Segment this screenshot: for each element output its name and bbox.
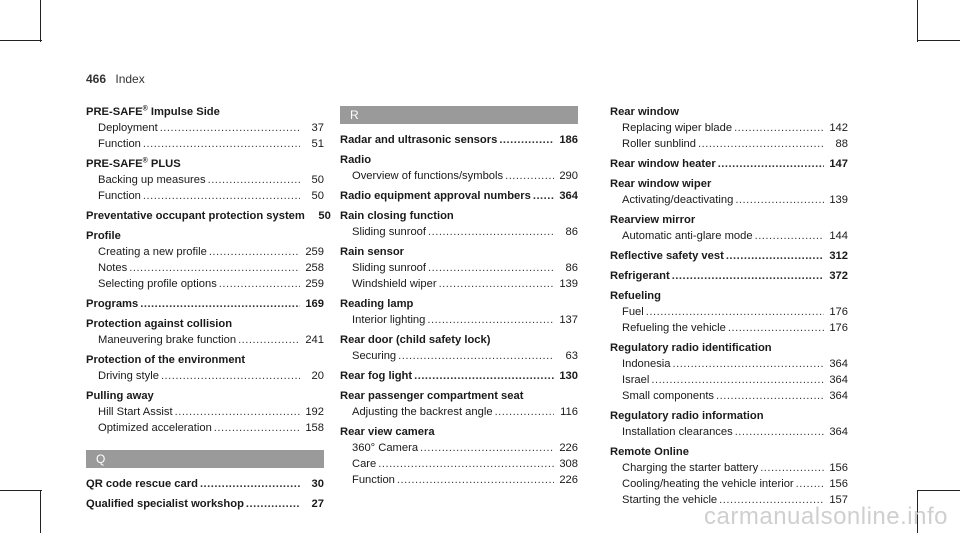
entry-term-text: Rain closing function	[340, 210, 454, 222]
page-ref: 364	[829, 426, 848, 438]
page-ref: 130	[559, 370, 578, 382]
sub-entry	[610, 424, 848, 440]
sub-entry	[340, 168, 578, 184]
entry-term-text: Rear view camera	[340, 426, 435, 438]
leader-dots	[140, 296, 300, 312]
index-entry	[86, 388, 324, 436]
entry-heading	[86, 388, 324, 404]
page-number: 466	[86, 72, 107, 86]
index-entry	[340, 132, 578, 148]
page-ref: 364	[829, 390, 848, 402]
index-entry	[340, 188, 578, 204]
index-entry	[86, 104, 324, 152]
page-ref: 364	[829, 358, 848, 370]
page-ref: 169	[305, 298, 324, 310]
entry-heading	[610, 268, 848, 284]
leader-dots	[208, 172, 300, 188]
entry-term-text: Regulatory radio information	[610, 410, 764, 422]
page-ref: 50	[311, 174, 324, 186]
entry-term	[610, 212, 695, 228]
index-column-2	[340, 104, 578, 492]
index-entry	[340, 208, 578, 240]
sub-entry-term: Interior lighting	[352, 314, 426, 326]
sub-entry-term: Function	[98, 190, 141, 202]
page-ref: 192	[305, 406, 324, 418]
entry-term	[610, 444, 689, 460]
sub-entry	[610, 372, 848, 388]
entry-term	[340, 332, 490, 348]
page-ref: 290	[559, 170, 578, 182]
sub-entry-term: Maneuvering brake function	[98, 334, 237, 346]
entry-term	[86, 156, 181, 172]
leader-dots	[161, 368, 300, 384]
index-entry	[610, 156, 848, 172]
sub-entry-term: Replacing wiper blade	[622, 122, 733, 134]
leader-dots	[735, 192, 824, 208]
page-ref: 241	[305, 334, 324, 346]
sub-entry	[86, 276, 324, 292]
entry-term-text: Remote Online	[610, 446, 689, 458]
sub-entry	[86, 136, 324, 152]
leader-dots	[129, 260, 300, 276]
leader-dots	[246, 496, 300, 512]
page-ref: 308	[559, 458, 578, 470]
entry-term-text: Radar and ultrasonic sensors	[340, 134, 498, 146]
entry-heading	[610, 340, 848, 356]
sub-entry	[86, 120, 324, 136]
entry-term-text: Preventative occupant protection system	[86, 210, 305, 222]
leader-dots	[735, 424, 824, 440]
sub-entry-term: Securing	[352, 350, 397, 362]
section-title: Index	[115, 72, 145, 86]
entry-term-text: Rear window	[610, 106, 679, 118]
registered-mark: ®	[142, 105, 148, 113]
entry-term	[340, 132, 497, 148]
entry-heading	[340, 296, 578, 312]
sub-entry	[86, 368, 324, 384]
entry-heading	[86, 228, 324, 244]
entry-heading	[610, 156, 848, 172]
leader-dots	[726, 248, 824, 264]
entry-heading	[340, 244, 578, 260]
page-ref: 139	[559, 278, 578, 290]
entry-term	[86, 316, 232, 332]
entry-heading	[340, 152, 578, 168]
sub-entry-term: Notes	[98, 262, 128, 274]
sub-entry	[610, 320, 848, 336]
crop-mark	[917, 490, 960, 491]
entry-heading	[610, 288, 848, 304]
page-ref: 63	[565, 350, 578, 362]
index-entry	[340, 424, 578, 488]
page-ref: 86	[565, 262, 578, 274]
entry-term	[86, 296, 138, 312]
index-entry	[86, 228, 324, 292]
entry-heading	[86, 316, 324, 332]
entry-heading	[610, 104, 848, 120]
sub-entry-term: Automatic anti-glare mode	[622, 230, 753, 242]
sub-entry	[86, 404, 324, 420]
leader-dots	[499, 132, 554, 148]
page-header	[86, 72, 145, 86]
sub-entry	[86, 420, 324, 436]
entry-term-text: Rear fog light	[340, 370, 413, 382]
page-ref: 157	[829, 494, 848, 506]
leader-dots	[646, 304, 824, 320]
page-ref: 30	[311, 478, 324, 490]
entry-heading	[86, 156, 324, 172]
entry-heading	[610, 248, 848, 264]
sub-entry	[610, 460, 848, 476]
leader-dots	[734, 120, 824, 136]
sub-entry	[340, 456, 578, 472]
entry-term	[610, 248, 724, 264]
page-ref: 176	[829, 306, 848, 318]
page-ref: 144	[829, 230, 848, 242]
page-ref: 364	[829, 374, 848, 386]
page-ref: 147	[829, 158, 848, 170]
leader-dots	[214, 420, 300, 436]
letter-heading-r: R	[340, 106, 578, 124]
entry-term	[340, 152, 371, 168]
index-entry	[340, 368, 578, 384]
page-ref: 259	[305, 246, 324, 258]
sub-entry-term: Indonesia	[622, 358, 671, 370]
sub-entry-term: Selecting profile options	[98, 278, 217, 290]
sub-entry	[340, 276, 578, 292]
leader-dots	[209, 244, 300, 260]
page-ref: 37	[311, 122, 324, 134]
entry-heading	[86, 352, 324, 368]
sub-entry	[610, 388, 848, 404]
entry-term	[86, 228, 121, 244]
entry-heading	[610, 444, 848, 460]
entry-term	[340, 424, 435, 440]
page-ref: 364	[559, 190, 578, 202]
leader-dots	[755, 228, 824, 244]
index-entry	[86, 156, 324, 204]
entry-term-text: Qualified specialist workshop	[86, 498, 244, 510]
entry-term-text: QR code rescue card	[86, 478, 198, 490]
page-ref: 226	[559, 474, 578, 486]
registered-mark: ®	[142, 157, 148, 165]
entry-term	[610, 288, 661, 304]
crop-mark	[40, 490, 41, 533]
index-column-3	[610, 104, 848, 512]
entry-term	[340, 244, 404, 260]
index-entry	[86, 352, 324, 384]
index-entry	[86, 476, 324, 492]
sub-entry-term: Windshield wiper	[352, 278, 437, 290]
sub-entry-term: Refueling the vehicle	[622, 322, 726, 334]
page-ref: 50	[311, 190, 324, 202]
page-ref: 372	[829, 270, 848, 282]
index-entry	[610, 176, 848, 208]
sub-entry-term: Care	[352, 458, 377, 470]
index-column-1	[86, 104, 331, 516]
index-entry	[340, 296, 578, 328]
sub-entry-term: 360° Camera	[352, 442, 419, 454]
index-entry	[340, 152, 578, 184]
sub-entry-term: Cooling/heating the vehicle interior	[622, 478, 794, 490]
watermark: carmanualsonline.info	[704, 503, 948, 530]
sub-entry	[610, 136, 848, 152]
entry-term-text: Protection of the environment	[86, 354, 246, 366]
entry-heading	[610, 212, 848, 228]
entry-term	[610, 156, 716, 172]
sub-entry	[340, 224, 578, 240]
entry-heading	[340, 208, 578, 224]
sub-entry-term: Adjusting the backrest angle	[352, 406, 493, 418]
sub-entry	[340, 260, 578, 276]
page-ref: 226	[559, 442, 578, 454]
entry-term-text: Profile	[86, 230, 121, 242]
sub-entry-term: Function	[352, 474, 395, 486]
index-entry	[610, 268, 848, 284]
sub-entry-term: Starting the vehicle	[622, 494, 718, 506]
crop-mark	[40, 0, 41, 42]
entry-term-text: Refueling	[610, 290, 661, 302]
entry-term	[86, 496, 244, 512]
sub-entry-term: Activating/deactivating	[622, 194, 734, 206]
sub-entry-term: Charging the starter battery	[622, 462, 759, 474]
sub-entry	[610, 356, 848, 372]
entry-term	[86, 388, 154, 404]
index-entry	[610, 340, 848, 404]
index-entry	[340, 332, 578, 364]
sub-entry-term: Deployment	[98, 122, 158, 134]
index-entry	[86, 496, 324, 512]
entry-heading	[86, 208, 331, 224]
entry-term	[610, 268, 670, 284]
entry-heading	[610, 176, 848, 192]
entry-heading	[610, 408, 848, 424]
entry-term-text: Radio equipment approval numbers	[340, 190, 531, 202]
leader-dots	[143, 136, 300, 152]
index-entry	[86, 296, 324, 312]
entry-term-text: Protection against collision	[86, 318, 233, 330]
sub-entry-term: Roller sunblind	[622, 138, 697, 150]
entry-heading	[340, 332, 578, 348]
sub-entry-term: Installation clearances	[622, 426, 733, 438]
leader-dots	[672, 268, 824, 284]
index-entry	[610, 104, 848, 152]
entry-heading	[340, 388, 578, 404]
entry-heading	[340, 188, 578, 204]
entry-heading	[86, 476, 324, 492]
entry-term-text: Rear door (child safety lock)	[340, 334, 491, 346]
leader-dots	[760, 460, 824, 476]
sub-entry-term: Optimized acceleration	[98, 422, 212, 434]
crop-mark	[917, 40, 960, 41]
sub-entry	[610, 192, 848, 208]
page-ref: 139	[829, 194, 848, 206]
sub-entry	[610, 228, 848, 244]
index-entry	[610, 212, 848, 244]
entry-term-text: Rear passenger compartment seat	[340, 390, 524, 402]
entry-term	[86, 352, 245, 368]
entry-term-text: Reflective safety vest	[610, 250, 724, 262]
entry-term-text: Pulling away	[86, 390, 154, 402]
sub-entry-term: Backing up measures	[98, 174, 206, 186]
page-ref: 20	[311, 370, 324, 382]
page-ref: 86	[565, 226, 578, 238]
page-ref: 50	[318, 210, 331, 222]
index-entry	[340, 244, 578, 292]
leader-dots	[219, 276, 300, 292]
entry-term	[86, 104, 220, 120]
leader-dots	[796, 476, 824, 492]
page-ref: 158	[305, 422, 324, 434]
letter-heading-q: Q	[86, 450, 324, 468]
leader-dots	[428, 260, 554, 276]
entry-term	[610, 104, 679, 120]
index-entry	[610, 248, 848, 264]
sub-entry	[86, 332, 324, 348]
leader-dots	[718, 156, 824, 172]
entry-heading	[86, 296, 324, 312]
entry-term	[610, 340, 772, 356]
leader-dots	[160, 120, 300, 136]
index-entry	[86, 208, 331, 224]
index-entry	[610, 444, 848, 508]
page-ref: 258	[305, 262, 324, 274]
sub-entry-term: Overview of functions/symbols	[352, 170, 504, 182]
sub-entry-term: Driving style	[98, 370, 159, 382]
leader-dots	[420, 440, 554, 456]
entry-term	[86, 208, 305, 224]
entry-heading	[86, 104, 324, 120]
leader-dots	[143, 188, 300, 204]
sub-entry	[610, 304, 848, 320]
entry-term-text: Refrigerant	[610, 270, 670, 282]
entry-term-text: Radio	[340, 154, 372, 166]
leader-dots	[716, 388, 824, 404]
index-entry	[86, 316, 324, 348]
entry-term	[340, 368, 412, 384]
entry-term-text: Programs	[86, 298, 139, 310]
leader-dots	[428, 224, 554, 240]
sub-entry	[86, 172, 324, 188]
sub-entry	[340, 404, 578, 420]
entry-term-text: PRE-SAFE	[86, 106, 143, 118]
leader-dots	[533, 188, 554, 204]
sub-entry-term: Sliding sunroof	[352, 226, 427, 238]
index-entry	[610, 408, 848, 440]
crop-mark	[0, 490, 42, 491]
page-ref: 186	[559, 134, 578, 146]
leader-dots	[698, 136, 824, 152]
entry-term	[610, 176, 711, 192]
leader-dots	[200, 476, 300, 492]
entry-term-text: Rearview mirror	[610, 214, 696, 226]
sub-entry-term: Sliding sunroof	[352, 262, 427, 274]
page-ref: 156	[829, 478, 848, 490]
entry-term-rest: Impulse Side	[147, 106, 220, 118]
sub-entry	[340, 312, 578, 328]
page-ref: 312	[829, 250, 848, 262]
entry-term-text: Rear window heater	[610, 158, 716, 170]
sub-entry-term: Israel	[622, 374, 650, 386]
entry-term	[340, 388, 523, 404]
crop-mark	[917, 0, 918, 42]
entry-heading	[340, 132, 578, 148]
page-ref: 259	[305, 278, 324, 290]
index-entry	[340, 388, 578, 420]
entry-term-text: Rain sensor	[340, 246, 405, 258]
sub-entry	[340, 472, 578, 488]
leader-dots	[175, 404, 300, 420]
page-ref: 156	[829, 462, 848, 474]
page-ref: 88	[835, 138, 848, 150]
leader-dots	[439, 276, 554, 292]
page-ref: 142	[829, 122, 848, 134]
page-ref: 176	[829, 322, 848, 334]
entry-term	[86, 476, 198, 492]
page-ref: 51	[311, 138, 324, 150]
leader-dots	[414, 368, 554, 384]
sub-entry	[610, 476, 848, 492]
sub-entry-term: Hill Start Assist	[98, 406, 173, 418]
sub-entry-term: Small components	[622, 390, 715, 402]
entry-heading	[340, 368, 578, 384]
leader-dots	[673, 356, 824, 372]
leader-dots	[495, 404, 554, 420]
sub-entry	[86, 260, 324, 276]
leader-dots	[378, 456, 554, 472]
leader-dots	[427, 312, 554, 328]
leader-dots	[238, 332, 300, 348]
entry-heading	[340, 424, 578, 440]
entry-term-text: Regulatory radio identification	[610, 342, 772, 354]
entry-term-text: PRE-SAFE	[86, 158, 143, 170]
sub-entry	[340, 440, 578, 456]
sub-entry-term: Fuel	[622, 306, 644, 318]
sub-entry	[86, 244, 324, 260]
sub-entry-term: Creating a new profile	[98, 246, 207, 258]
entry-term-text: Rear window wiper	[610, 178, 712, 190]
page-ref: 27	[311, 498, 324, 510]
entry-term	[610, 408, 764, 424]
page-ref: 116	[560, 406, 578, 418]
entry-term	[340, 188, 531, 204]
leader-dots	[728, 320, 824, 336]
entry-term	[340, 208, 454, 224]
entry-term-rest: PLUS	[147, 158, 181, 170]
index-entry	[610, 288, 848, 336]
entry-term	[340, 296, 413, 312]
sub-entry	[340, 348, 578, 364]
leader-dots	[505, 168, 554, 184]
sub-entry-term: Function	[98, 138, 141, 150]
entry-term-text: Reading lamp	[340, 298, 414, 310]
leader-dots	[397, 472, 554, 488]
sub-entry	[86, 188, 324, 204]
leader-dots	[398, 348, 554, 364]
page-ref: 137	[559, 314, 578, 326]
leader-dots	[651, 372, 824, 388]
entry-heading	[86, 496, 324, 512]
crop-mark	[0, 40, 42, 41]
sub-entry	[610, 120, 848, 136]
